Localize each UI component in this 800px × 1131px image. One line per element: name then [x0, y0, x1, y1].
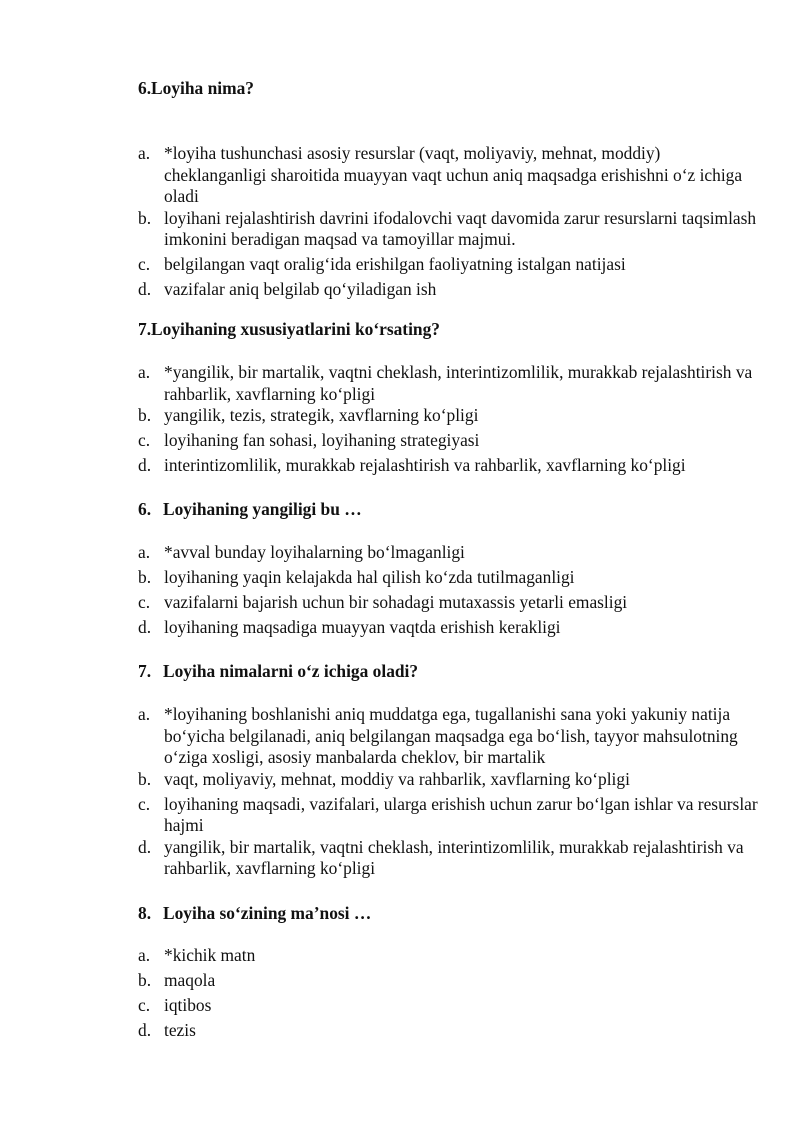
option-letter: b. [138, 207, 152, 228]
answer-option [138, 945, 758, 967]
option-text: *loyiha tushunchasi asosiy resurslar (vaqt, moliyaviy, mehnat, moddiy) cheklanganligi sharoitida muayyan vaqt uchun aniq maqsadga erishishni o‘z ichiga oladi [164, 143, 743, 206]
answer-option [138, 362, 758, 405]
option-text: *yangilik, bir martalik, vaqtni cheklash, interintizomlilik, murakkab rejalashtirish va rahbarlik, xavflarning ko‘pligi [164, 362, 753, 404]
option-text: yangilik, tezis, strategik, xavflarning ko‘pligi [164, 405, 479, 425]
answer-option [138, 837, 758, 880]
answer-option [138, 704, 758, 769]
question-title [138, 902, 371, 924]
answer-option [138, 254, 758, 276]
option-letter: d. [138, 617, 152, 637]
option-letter: c. [138, 793, 151, 814]
answer-option [138, 1020, 758, 1042]
option-text: tezis [164, 1020, 196, 1040]
option-letter: d. [138, 279, 152, 299]
question-number: 6. [138, 78, 152, 98]
option-text: loyihaning fan sohasi, loyihaning strategiyasi [164, 430, 480, 450]
answer-options [138, 542, 758, 639]
option-letter: a. [138, 542, 151, 562]
option-text: iqtibos [164, 995, 212, 1015]
question-number: 6. [138, 499, 152, 519]
answer-option [138, 769, 758, 791]
answer-option [138, 542, 758, 564]
option-letter: d. [138, 1020, 152, 1040]
option-text: loyihani rejalashtirish davrini ifodalovchi vaqt davomida zarur resurslarni taqsimlash imkonini beradigan maqsad va tamoyillar majmui. [164, 207, 757, 249]
answer-option [138, 995, 758, 1017]
option-letter: c. [138, 254, 151, 274]
answer-option [138, 592, 758, 614]
answer-options [138, 704, 758, 880]
option-letter: a. [138, 362, 151, 382]
question-title [138, 318, 440, 340]
answer-option [138, 970, 758, 992]
option-text: belgilangan vaqt oralig‘ida erishilgan faoliyatning istalgan natijasi [164, 254, 626, 274]
answer-options [138, 143, 758, 301]
question-title [138, 660, 418, 682]
option-letter: b. [138, 970, 152, 990]
question-text: Loyihaning yangiligi bu … [163, 499, 362, 519]
question-number: 8. [138, 903, 152, 923]
option-letter: c. [138, 995, 151, 1015]
answer-options [138, 945, 758, 1042]
option-text: vazifalar aniq belgilab qo‘yiladigan ish [164, 279, 437, 299]
answer-option [138, 430, 758, 452]
option-letter: b. [138, 567, 152, 587]
question-title [138, 77, 254, 99]
option-text: vazifalarni bajarish uchun bir sohadagi mutaxassis yetarli emasligi [164, 592, 628, 612]
answer-option [138, 143, 758, 208]
option-text: loyihaning maqsadi, vazifalari, ularga erishish uchun zarur bo‘lgan ishlar va resurslar hajmi [164, 793, 758, 835]
option-letter: c. [138, 592, 151, 612]
option-text: *kichik matn [164, 945, 256, 965]
option-text: *avval bunday loyihalarning bo‘lmaganligi [164, 542, 465, 562]
option-text: loyihaning maqsadiga muayyan vaqtda erishish kerakligi [164, 617, 561, 637]
option-text: *loyihaning boshlanishi aniq muddatga ega, tugallanishi sana yoki yakuniy natija bo‘yicha belgilanadi, aniq belgilangan maqsadga ega bo‘lish, tayyor mahsulotning o‘ziga xosligi, asosiy manbalarda cheklov, bir martalik [164, 704, 738, 767]
question-text: Loyiha nima? [151, 78, 254, 98]
option-letter: a. [138, 143, 151, 163]
question-number: 7. [138, 661, 152, 681]
option-text: yangilik, bir martalik, vaqtni cheklash, interintizomlilik, murakkab rejalashtirish va rahbarlik, xavflarning ko‘pligi [164, 836, 744, 878]
answer-options [138, 362, 758, 477]
answer-option [138, 208, 758, 251]
option-text: vaqt, moliyaviy, mehnat, moddiy va rahbarlik, xavflarning ko‘pligi [164, 768, 630, 789]
question-title [138, 498, 362, 520]
option-letter: b. [138, 768, 152, 789]
option-letter: c. [138, 430, 151, 450]
option-letter: d. [138, 836, 152, 857]
question-text: Loyiha so‘zining ma’nosi … [163, 903, 372, 923]
question-text: Loyihaning xususiyatlarini ko‘rsating? [151, 319, 440, 339]
question-text: Loyiha nimalarni o‘z ichiga oladi? [163, 661, 419, 681]
option-letter: d. [138, 455, 152, 475]
answer-option [138, 405, 758, 427]
answer-option [138, 279, 758, 301]
option-text: loyihaning yaqin kelajakda hal qilish ko‘zda tutilmaganligi [164, 567, 575, 587]
question-number: 7. [138, 319, 152, 339]
answer-option [138, 567, 758, 589]
answer-option [138, 455, 758, 477]
option-text: maqola [164, 970, 216, 990]
option-letter: a. [138, 704, 151, 724]
option-text: interintizomlilik, murakkab rejalashtirish va rahbarlik, xavflarning ko‘pligi [164, 455, 686, 475]
answer-option [138, 617, 758, 639]
option-letter: a. [138, 945, 151, 965]
answer-option [138, 794, 758, 837]
option-letter: b. [138, 405, 152, 425]
